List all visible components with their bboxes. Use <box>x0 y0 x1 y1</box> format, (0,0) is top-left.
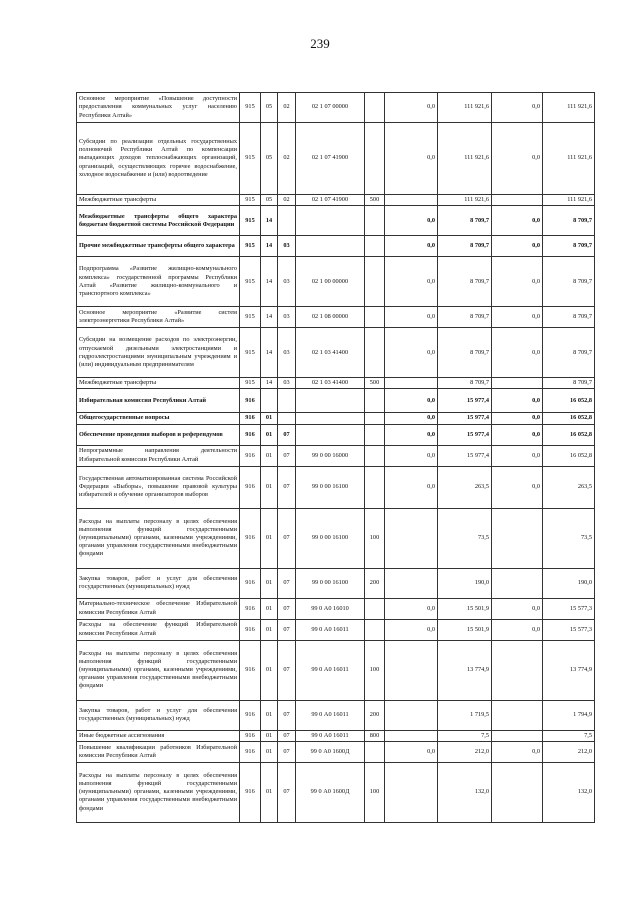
value-1-cell <box>385 195 438 206</box>
value-2-cell: 15 501,9 <box>438 619 492 640</box>
value-2-cell: 111 921,6 <box>438 195 492 206</box>
table-row <box>77 328 595 378</box>
expense-type-cell <box>365 598 385 619</box>
section-cell: 01 <box>261 640 278 700</box>
expense-type-cell: 100 <box>365 508 385 568</box>
value-1-cell <box>385 762 438 822</box>
value-3-cell <box>492 378 543 389</box>
admin-code-cell: 916 <box>240 508 261 568</box>
section-cell: 01 <box>261 598 278 619</box>
admin-code-cell: 916 <box>240 762 261 822</box>
subsection-cell <box>278 389 296 413</box>
value-4-cell: 16 052,8 <box>543 424 595 445</box>
target-article-cell <box>296 424 365 445</box>
value-3-cell: 0,0 <box>492 123 543 195</box>
target-article-cell: 02 1 08 00000 <box>296 307 365 328</box>
admin-code-cell: 916 <box>240 466 261 508</box>
table-row <box>77 123 595 195</box>
value-4-cell: 263,5 <box>543 466 595 508</box>
row-name-cell: Прочие межбюджетные трансферты общего характера <box>77 236 240 257</box>
value-4-cell: 212,0 <box>543 741 595 762</box>
table-row <box>77 93 595 123</box>
target-article-cell: 99 0 00 16000 <box>296 445 365 466</box>
row-name-cell: Расходы на выплаты персоналу в целях обеспечения выполнения функций государственными (муниципальными) органами, казенными учреждениями, органами управления государственными внебюджетными фондами <box>77 640 240 700</box>
value-3-cell: 0,0 <box>492 424 543 445</box>
value-4-cell: 8 709,7 <box>543 236 595 257</box>
expense-type-cell <box>365 307 385 328</box>
table-row <box>77 730 595 741</box>
subsection-cell: 02 <box>278 195 296 206</box>
value-4-cell: 13 774,9 <box>543 640 595 700</box>
budget-table <box>76 92 595 823</box>
value-2-cell: 7,5 <box>438 730 492 741</box>
target-article-cell: 02 1 07 41900 <box>296 195 365 206</box>
value-1-cell: 0,0 <box>385 257 438 307</box>
value-1-cell <box>385 508 438 568</box>
subsection-cell: 07 <box>278 445 296 466</box>
value-2-cell: 190,0 <box>438 568 492 598</box>
value-2-cell: 15 977,4 <box>438 424 492 445</box>
value-3-cell: 0,0 <box>492 236 543 257</box>
value-4-cell: 111 921,6 <box>543 93 595 123</box>
section-cell: 01 <box>261 568 278 598</box>
row-name-cell: Расходы на выплаты персоналу в целях обеспечения выполнения функций государственными (муниципальными) органами, казенными учреждениями, органами управления государственными внебюджетными фондами <box>77 508 240 568</box>
admin-code-cell: 916 <box>240 741 261 762</box>
target-article-cell: 02 1 00 00000 <box>296 257 365 307</box>
subsection-cell: 02 <box>278 123 296 195</box>
value-2-cell: 111 921,6 <box>438 93 492 123</box>
expense-type-cell <box>365 328 385 378</box>
value-3-cell: 0,0 <box>492 307 543 328</box>
section-cell: 01 <box>261 466 278 508</box>
section-cell: 14 <box>261 307 278 328</box>
expense-type-cell <box>365 424 385 445</box>
value-2-cell: 15 977,4 <box>438 445 492 466</box>
row-name-cell: Основное мероприятие «Развитие систем электроэнергетики Республики Алтай» <box>77 307 240 328</box>
row-name-cell: Обеспечение проведения выборов и референдумов <box>77 424 240 445</box>
section-cell: 05 <box>261 123 278 195</box>
row-name-cell: Межбюджетные трансферты <box>77 195 240 206</box>
value-4-cell: 7,5 <box>543 730 595 741</box>
admin-code-cell: 916 <box>240 568 261 598</box>
section-cell: 14 <box>261 257 278 307</box>
value-4-cell: 15 577,3 <box>543 598 595 619</box>
value-3-cell <box>492 508 543 568</box>
subsection-cell: 03 <box>278 236 296 257</box>
section-cell: 01 <box>261 413 278 424</box>
value-4-cell: 73,5 <box>543 508 595 568</box>
value-3-cell: 0,0 <box>492 257 543 307</box>
value-4-cell: 8 709,7 <box>543 378 595 389</box>
section-cell: 01 <box>261 741 278 762</box>
value-2-cell: 8 709,7 <box>438 378 492 389</box>
target-article-cell <box>296 413 365 424</box>
section-cell: 05 <box>261 195 278 206</box>
value-3-cell: 0,0 <box>492 619 543 640</box>
value-2-cell: 73,5 <box>438 508 492 568</box>
value-3-cell <box>492 700 543 730</box>
target-article-cell: 99 0 А0 16010 <box>296 598 365 619</box>
table-row <box>77 307 595 328</box>
subsection-cell: 07 <box>278 700 296 730</box>
value-1-cell: 0,0 <box>385 413 438 424</box>
value-1-cell: 0,0 <box>385 466 438 508</box>
expense-type-cell: 100 <box>365 762 385 822</box>
target-article-cell <box>296 389 365 413</box>
table-row <box>77 424 595 445</box>
table-row <box>77 389 595 413</box>
value-2-cell: 15 977,4 <box>438 413 492 424</box>
expense-type-cell <box>365 123 385 195</box>
target-article-cell: 02 1 03 41400 <box>296 378 365 389</box>
row-name-cell: Закупка товаров, работ и услуг для обеспечения государственных (муниципальных) нужд <box>77 700 240 730</box>
value-1-cell <box>385 640 438 700</box>
expense-type-cell <box>365 93 385 123</box>
section-cell: 01 <box>261 619 278 640</box>
section-cell: 01 <box>261 508 278 568</box>
target-article-cell: 99 0 А0 1600Д <box>296 741 365 762</box>
value-1-cell: 0,0 <box>385 236 438 257</box>
value-4-cell: 8 709,7 <box>543 307 595 328</box>
value-3-cell: 0,0 <box>492 328 543 378</box>
row-name-cell: Субсидии по реализации отдельных государственных полномочий Республики Алтай по компенсации выпадающих доходов теплоснабжающих организаций, организаций, осуществляющих горячее водоснабжение, холодное водоснабжение и (или) водоотведение <box>77 123 240 195</box>
value-3-cell <box>492 730 543 741</box>
admin-code-cell: 916 <box>240 700 261 730</box>
value-1-cell: 0,0 <box>385 328 438 378</box>
row-name-cell: Непрограммные направления деятельности Избирательной комиссии Республики Алтай <box>77 445 240 466</box>
target-article-cell: 02 1 07 00000 <box>296 93 365 123</box>
target-article-cell: 99 0 А0 1600Д <box>296 762 365 822</box>
expense-type-cell <box>365 389 385 413</box>
value-4-cell: 15 577,3 <box>543 619 595 640</box>
budget-table-body <box>77 93 595 823</box>
target-article-cell: 99 0 А0 16011 <box>296 640 365 700</box>
admin-code-cell: 916 <box>240 730 261 741</box>
value-3-cell <box>492 195 543 206</box>
value-2-cell: 8 709,7 <box>438 257 492 307</box>
value-2-cell: 212,0 <box>438 741 492 762</box>
admin-code-cell: 915 <box>240 257 261 307</box>
value-2-cell: 111 921,6 <box>438 123 492 195</box>
subsection-cell: 07 <box>278 730 296 741</box>
value-3-cell <box>492 568 543 598</box>
value-3-cell: 0,0 <box>492 93 543 123</box>
value-3-cell: 0,0 <box>492 466 543 508</box>
value-1-cell: 0,0 <box>385 619 438 640</box>
target-article-cell: 99 0 00 16100 <box>296 466 365 508</box>
expense-type-cell <box>365 206 385 236</box>
subsection-cell: 07 <box>278 466 296 508</box>
admin-code-cell: 915 <box>240 307 261 328</box>
value-4-cell: 16 052,8 <box>543 413 595 424</box>
value-4-cell: 8 709,7 <box>543 257 595 307</box>
row-name-cell: Основное мероприятие «Повышение доступности предоставления коммунальных услуг населению Республики Алтай» <box>77 93 240 123</box>
section-cell: 01 <box>261 730 278 741</box>
value-4-cell: 190,0 <box>543 568 595 598</box>
expense-type-cell <box>365 445 385 466</box>
subsection-cell: 07 <box>278 598 296 619</box>
value-4-cell: 16 052,8 <box>543 389 595 413</box>
expense-type-cell <box>365 413 385 424</box>
expense-type-cell: 100 <box>365 640 385 700</box>
target-article-cell <box>296 206 365 236</box>
target-article-cell: 99 0 А0 16011 <box>296 619 365 640</box>
subsection-cell <box>278 206 296 236</box>
table-row <box>77 619 595 640</box>
admin-code-cell: 915 <box>240 93 261 123</box>
admin-code-cell: 916 <box>240 445 261 466</box>
value-3-cell: 0,0 <box>492 206 543 236</box>
value-2-cell: 13 774,9 <box>438 640 492 700</box>
target-article-cell: 99 0 00 16100 <box>296 568 365 598</box>
row-name-cell: Расходы на обеспечение функций Избирательной комиссии Республики Алтай <box>77 619 240 640</box>
value-4-cell: 16 052,8 <box>543 445 595 466</box>
admin-code-cell: 916 <box>240 389 261 413</box>
subsection-cell: 07 <box>278 741 296 762</box>
row-name-cell: Субсидии на возмещение расходов по электроэнергии, отпускаемой дизельными электростанциями и гидроэлектростанциями муниципальным учреждениям и (или) индивидуальным предпринимателям <box>77 328 240 378</box>
section-cell: 05 <box>261 93 278 123</box>
value-4-cell: 132,0 <box>543 762 595 822</box>
admin-code-cell: 915 <box>240 123 261 195</box>
target-article-cell: 99 0 А0 16011 <box>296 700 365 730</box>
section-cell <box>261 389 278 413</box>
table-row <box>77 413 595 424</box>
expense-type-cell: 500 <box>365 195 385 206</box>
subsection-cell: 03 <box>278 328 296 378</box>
row-name-cell: Повышение квалификации работников Избирательной комиссии Республики Алтай <box>77 741 240 762</box>
value-3-cell: 0,0 <box>492 741 543 762</box>
value-1-cell: 0,0 <box>385 206 438 236</box>
target-article-cell: 02 1 03 41400 <box>296 328 365 378</box>
subsection-cell <box>278 413 296 424</box>
subsection-cell: 02 <box>278 93 296 123</box>
value-4-cell: 8 709,7 <box>543 206 595 236</box>
value-3-cell: 0,0 <box>492 413 543 424</box>
target-article-cell: 99 0 00 16100 <box>296 508 365 568</box>
value-1-cell <box>385 730 438 741</box>
table-row <box>77 640 595 700</box>
admin-code-cell: 915 <box>240 236 261 257</box>
section-cell: 01 <box>261 424 278 445</box>
section-cell: 14 <box>261 236 278 257</box>
row-name-cell: Расходы на выплаты персоналу в целях обеспечения выполнения функций государственными (муниципальными) органами, казенными учреждениями, органами управления государственными внебюджетными фондами <box>77 762 240 822</box>
table-row <box>77 195 595 206</box>
value-1-cell: 0,0 <box>385 389 438 413</box>
table-row <box>77 236 595 257</box>
table-row <box>77 206 595 236</box>
admin-code-cell: 915 <box>240 328 261 378</box>
value-1-cell: 0,0 <box>385 307 438 328</box>
expense-type-cell <box>365 236 385 257</box>
row-name-cell: Государственная автоматизированная система Российской Федерации «Выборы», повышение правовой культуры избирателей и обучение организаторов выборов <box>77 466 240 508</box>
expense-type-cell <box>365 466 385 508</box>
target-article-cell <box>296 236 365 257</box>
section-cell: 01 <box>261 700 278 730</box>
table-row <box>77 762 595 822</box>
subsection-cell: 07 <box>278 640 296 700</box>
value-2-cell: 8 709,7 <box>438 328 492 378</box>
value-2-cell: 263,5 <box>438 466 492 508</box>
value-2-cell: 132,0 <box>438 762 492 822</box>
admin-code-cell: 916 <box>240 424 261 445</box>
value-4-cell: 8 709,7 <box>543 328 595 378</box>
expense-type-cell: 800 <box>365 730 385 741</box>
admin-code-cell: 915 <box>240 378 261 389</box>
value-1-cell: 0,0 <box>385 424 438 445</box>
row-name-cell: Иные бюджетные ассигнования <box>77 730 240 741</box>
subsection-cell: 07 <box>278 568 296 598</box>
section-cell: 14 <box>261 378 278 389</box>
admin-code-cell: 915 <box>240 195 261 206</box>
table-row <box>77 378 595 389</box>
value-3-cell: 0,0 <box>492 445 543 466</box>
value-1-cell: 0,0 <box>385 741 438 762</box>
table-row <box>77 700 595 730</box>
value-1-cell: 0,0 <box>385 445 438 466</box>
row-name-cell: Межбюджетные трансферты <box>77 378 240 389</box>
value-4-cell: 1 794,9 <box>543 700 595 730</box>
table-row <box>77 598 595 619</box>
target-article-cell: 02 1 07 41900 <box>296 123 365 195</box>
value-2-cell: 8 709,7 <box>438 206 492 236</box>
table-row <box>77 466 595 508</box>
row-name-cell: Закупка товаров, работ и услуг для обеспечения государственных (муниципальных) нужд <box>77 568 240 598</box>
expense-type-cell <box>365 741 385 762</box>
value-1-cell: 0,0 <box>385 93 438 123</box>
subsection-cell: 07 <box>278 508 296 568</box>
subsection-cell: 03 <box>278 378 296 389</box>
target-article-cell: 99 0 А0 16011 <box>296 730 365 741</box>
value-2-cell: 1 719,5 <box>438 700 492 730</box>
subsection-cell: 03 <box>278 307 296 328</box>
subsection-cell: 07 <box>278 762 296 822</box>
value-3-cell: 0,0 <box>492 389 543 413</box>
section-cell: 01 <box>261 762 278 822</box>
table-row <box>77 568 595 598</box>
admin-code-cell: 916 <box>240 598 261 619</box>
expense-type-cell <box>365 257 385 307</box>
value-2-cell: 8 709,7 <box>438 236 492 257</box>
row-name-cell: Избирательная комиссия Республики Алтай <box>77 389 240 413</box>
expense-type-cell: 200 <box>365 700 385 730</box>
table-row <box>77 257 595 307</box>
section-cell: 01 <box>261 445 278 466</box>
value-1-cell <box>385 700 438 730</box>
table-row <box>77 508 595 568</box>
subsection-cell: 07 <box>278 619 296 640</box>
section-cell: 14 <box>261 328 278 378</box>
value-2-cell: 15 977,4 <box>438 389 492 413</box>
expense-type-cell: 500 <box>365 378 385 389</box>
value-1-cell: 0,0 <box>385 598 438 619</box>
value-3-cell <box>492 762 543 822</box>
value-2-cell: 8 709,7 <box>438 307 492 328</box>
section-cell: 14 <box>261 206 278 236</box>
expense-type-cell <box>365 619 385 640</box>
value-3-cell: 0,0 <box>492 598 543 619</box>
admin-code-cell: 916 <box>240 619 261 640</box>
admin-code-cell: 916 <box>240 640 261 700</box>
value-4-cell: 111 921,6 <box>543 123 595 195</box>
row-name-cell: Материально-техническое обеспечение Избирательной комиссии Республики Алтай <box>77 598 240 619</box>
table-row <box>77 741 595 762</box>
admin-code-cell: 916 <box>240 413 261 424</box>
expense-type-cell: 200 <box>365 568 385 598</box>
table-row <box>77 445 595 466</box>
page-number: 239 <box>310 36 330 51</box>
row-name-cell: Межбюджетные трансферты общего характера бюджетам бюджетной системы Российской Федерации <box>77 206 240 236</box>
row-name-cell: Общегосударственные вопросы <box>77 413 240 424</box>
value-1-cell <box>385 568 438 598</box>
subsection-cell: 07 <box>278 424 296 445</box>
value-1-cell: 0,0 <box>385 123 438 195</box>
admin-code-cell: 915 <box>240 206 261 236</box>
row-name-cell: Подпрограмма «Развитие жилищно-коммунального комплекса» государственной программы Республики Алтай «Развитие жилищно-коммунального и транспортного комплекса» <box>77 257 240 307</box>
value-4-cell: 111 921,6 <box>543 195 595 206</box>
value-2-cell: 15 501,9 <box>438 598 492 619</box>
subsection-cell: 03 <box>278 257 296 307</box>
value-1-cell <box>385 378 438 389</box>
value-3-cell <box>492 640 543 700</box>
